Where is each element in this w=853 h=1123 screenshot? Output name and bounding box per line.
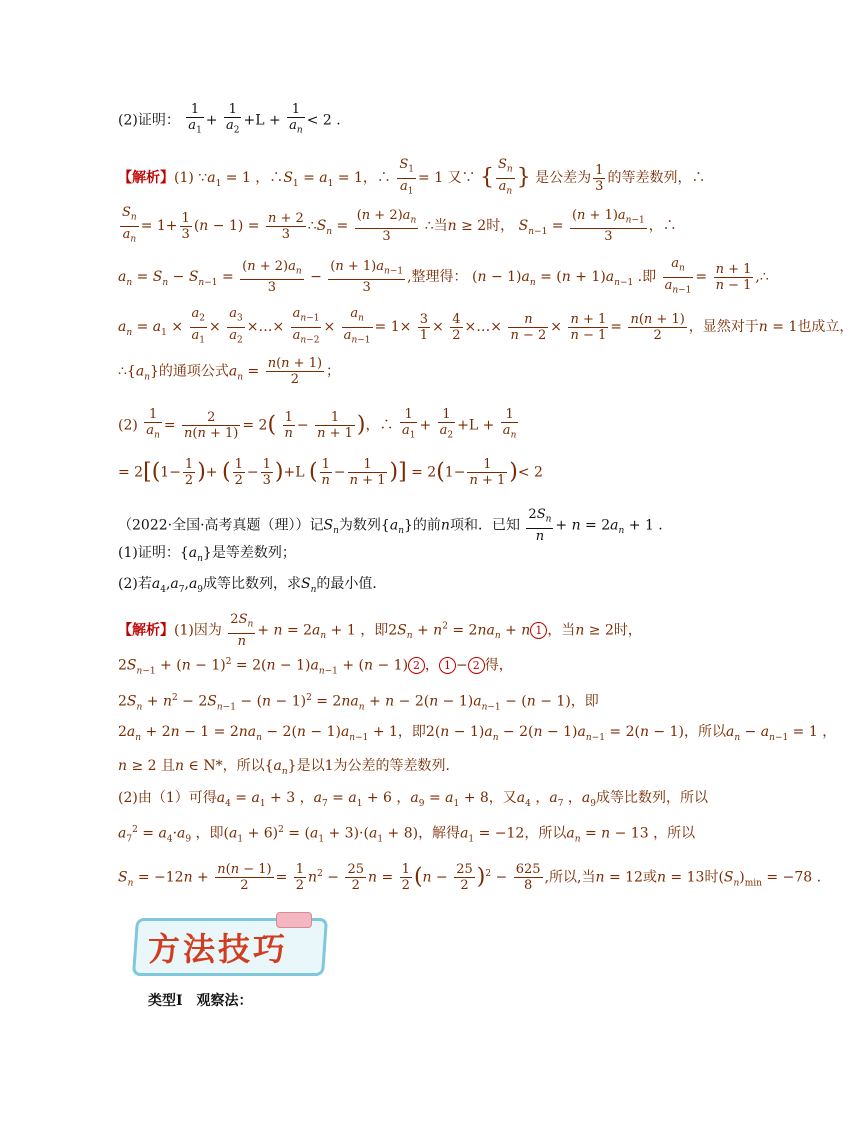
- solution2-line1: 【解析】(1)因为 $\frac{2S_n}{n}$ + $n = 2a_n + 1$ ，即$2S_n + n^2 = 2na_n + n$ 1 ，当n ≥ 2时，: [118, 612, 642, 649]
- type-heading: 类型Ⅰ 观察法：: [148, 993, 253, 1009]
- solution2-line6: (2)由（1）可得$a_4 = a_1 + 3$ ，$a_7 = a_1 + 6$ ，$a_9 = a_1 + 8$，又$a_4$ ，$a_7$ ，$a_9$成等比数列，所以: [118, 790, 708, 809]
- solution2-line8: $S_n = -12n$ + $\frac{n(n - 1)}{2}$ = $\frac{1}{2}$ $n^2$ − $\frac{25}{2}$ n = $\frac{1}{2}$ (n − $\frac{25}{2}$ )$^2$ − $\frac{625}{8}$ ,所以,当n = 12或n = 13时$(S_n)_{min} = -78$ .: [118, 862, 822, 893]
- solution1-line4: $a_n = a_1$ × $\frac{a_2}{a_1}$ × $\frac{a_3}{a_2}$ ×…× $\frac{a_{n-1}}{a_{n-2}}$ × $\frac{a_n}{a_{n-1}}$ = 1× $\frac{3}{1}$ × $\frac{4}{2}$ ×…× $\frac{n}{n - 2}$ × $\frac{n + 1}{n - 1}$ = $\frac{n(n + 1)}{2}$ ，显然对于n = 1也成立，: [118, 306, 853, 346]
- solution2-line2: $2S_{n-1} + (n - 1)^2 = 2(n - 1)a_{n-1} + (n - 1)$ 2 ， 1 − 2 得，: [118, 657, 513, 677]
- solution2-line3: $2S_n + n^2 - 2S_{n-1} - (n - 1)^2 = 2na_n + n - 2(n - 1)a_{n-1} - (n - 1)$，即: [118, 693, 599, 713]
- solution2-line7: $a_7^2 = a_4\cdot a_9$ ，即$(a_1 + 6)^2 = (a_1 + 3)\cdot(a_1 + 8)$，解得$a_1 = -12$，所以$a_n = n - 13$ ，所以: [118, 825, 696, 845]
- solution1-line6: (2) $\frac{1}{a_n}$ = $\frac{2}{n(n + 1)}$ = 2( $\frac{1}{n}$ − $\frac{1}{n + 1}$ )，∴ $\frac{1}{a_1}$ + $\frac{1}{a_2}$ +L + $\frac{1}{a_n}$: [118, 407, 517, 441]
- problem2-statement: （2022·全国·高考真题（理））记$S_n$为数列$\{a_n\}$的前n项和．已知 $\frac{2S_n}{n}$ + $n = 2a_n + 1$ .: [118, 507, 663, 544]
- solution1-line2: $\frac{S_n}{a_n}$ = 1+ $\frac{1}{3}$ (n − 1) = $\frac{n + 2}{3}$ $\therefore S_n$ = $\frac{(n + 2)a_n}{3}$ ∴当n ≥ 2时， $S_{n-1}$ = $\frac{(n + 1)a_{n-1}}{3}$ ，∴: [122, 205, 677, 245]
- solution1-line1: 【解析】(1) $\because a_1 = 1$ ，$\therefore S_1 = a_1 = 1$，∴ $\frac{S_1}{a_1}$ = 1 又∵ { $\frac{S_n}{a_n}$ } 是公差为 $\frac{1}{3}$ 的等差数列，∴: [118, 157, 706, 197]
- solution1-line3: $a_n = S_n - S_{n-1}$ = $\frac{(n + 2)a_n}{3}$ − $\frac{(n + 1)a_{n-1}}{3}$ ,整理得： $(n - 1)a_n = (n + 1)a_{n-1}$ .即 $\frac{a_n}{a_{n-1}}$ = $\frac{n + 1}{n - 1}$ ,∴: [118, 256, 769, 296]
- method-banner: [128, 912, 328, 974]
- solution1-line7: = 2[(1− $\frac{1}{2}$ )+ ( $\frac{1}{2}$ − $\frac{1}{3}$ )+L ( $\frac{1}{n}$ − $\frac{1}{n + 1}$ )] = 2(1− $\frac{1}{n + 1}$ )< 2: [118, 457, 543, 488]
- solution1-line5: $\therefore\{a_n\}$的通项公式$a_n$ = $\frac{n(n + 1)}{2}$ ；: [118, 356, 341, 387]
- problem2-q1: (1)证明：$\{a_n\}$是等差数列；: [118, 545, 296, 564]
- solution2-line5: n ≥ 2 且n ∈ N*，所以$\{a_n\}$是以1为公差的等差数列．: [118, 758, 460, 777]
- problem2-q2: (2)若$a_4,a_7,a_9$成等比数列，求$S_n$的最小值．: [118, 576, 387, 595]
- solution2-line4: $2a_n + 2n - 1 = 2na_n - 2(n - 1)a_{n-1} + 1$，即$2(n - 1)a_n - 2(n - 1)a_{n-1} = 2(n - 1)$，所以$a_n - a_{n-1} = 1$ ，: [118, 724, 837, 743]
- banner-title: 方法技巧: [148, 930, 289, 968]
- proof-statement: (2)证明： $\frac{1}{a_1}$ + $\frac{1}{a_2}$ +L + $\frac{1}{a_n}$ < 2 .: [118, 102, 341, 136]
